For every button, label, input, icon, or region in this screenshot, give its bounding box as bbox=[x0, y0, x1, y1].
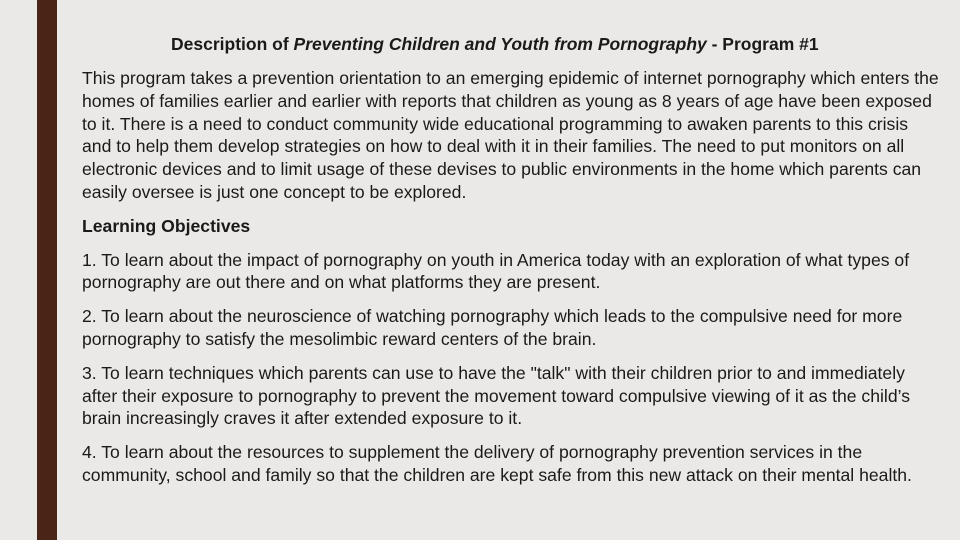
objective-4: 4. To learn about the resources to supplement the delivery of pornography prevention services in the community, school and family so that the children are kept safe from this new attack on their mental health. bbox=[82, 442, 912, 485]
title-prefix: Description of bbox=[171, 34, 294, 54]
objectives-heading: Learning Objectives bbox=[82, 215, 251, 236]
objective-1: 1. To learn about the impact of pornography on youth in America today with an exploration of what types of pornography are out there and on what platforms they are present. bbox=[82, 249, 910, 293]
title-suffix: - Program #1 bbox=[706, 34, 819, 54]
intro-paragraph: This program takes a prevention orientation to an emerging epidemic of internet pornography which enters the homes of families earlier and earlier with reports that children as young as 8 years of age have been exposed to it. There is a need to conduct community wide educational programming to awaken parents to this crisis and to help them develop strategies on how to deal with it in their families. The need to put monitors on all electronic devices and to limit usage of these devises to public environments in the home which parents can easily oversee is just one concept to be explored. bbox=[82, 68, 939, 202]
slide-title bbox=[171, 33, 819, 55]
objective-3: 3. To learn techniques which parents can use to have the "talk" with their children prior to and immediately after their exposure to pornography to prevent the movement toward compulsive viewing of it as the child’s brain increasingly craves it after extended exposure to it. bbox=[82, 362, 910, 429]
slide-body bbox=[82, 67, 940, 498]
title-program-name: Preventing Children and Youth from Pornography bbox=[293, 34, 707, 54]
objective-2: 2. To learn about the neuroscience of watching pornography which leads to the compulsive need for more pornography to satisfy the mesolimbic reward centers of the brain. bbox=[82, 306, 903, 349]
accent-bar bbox=[37, 0, 57, 540]
